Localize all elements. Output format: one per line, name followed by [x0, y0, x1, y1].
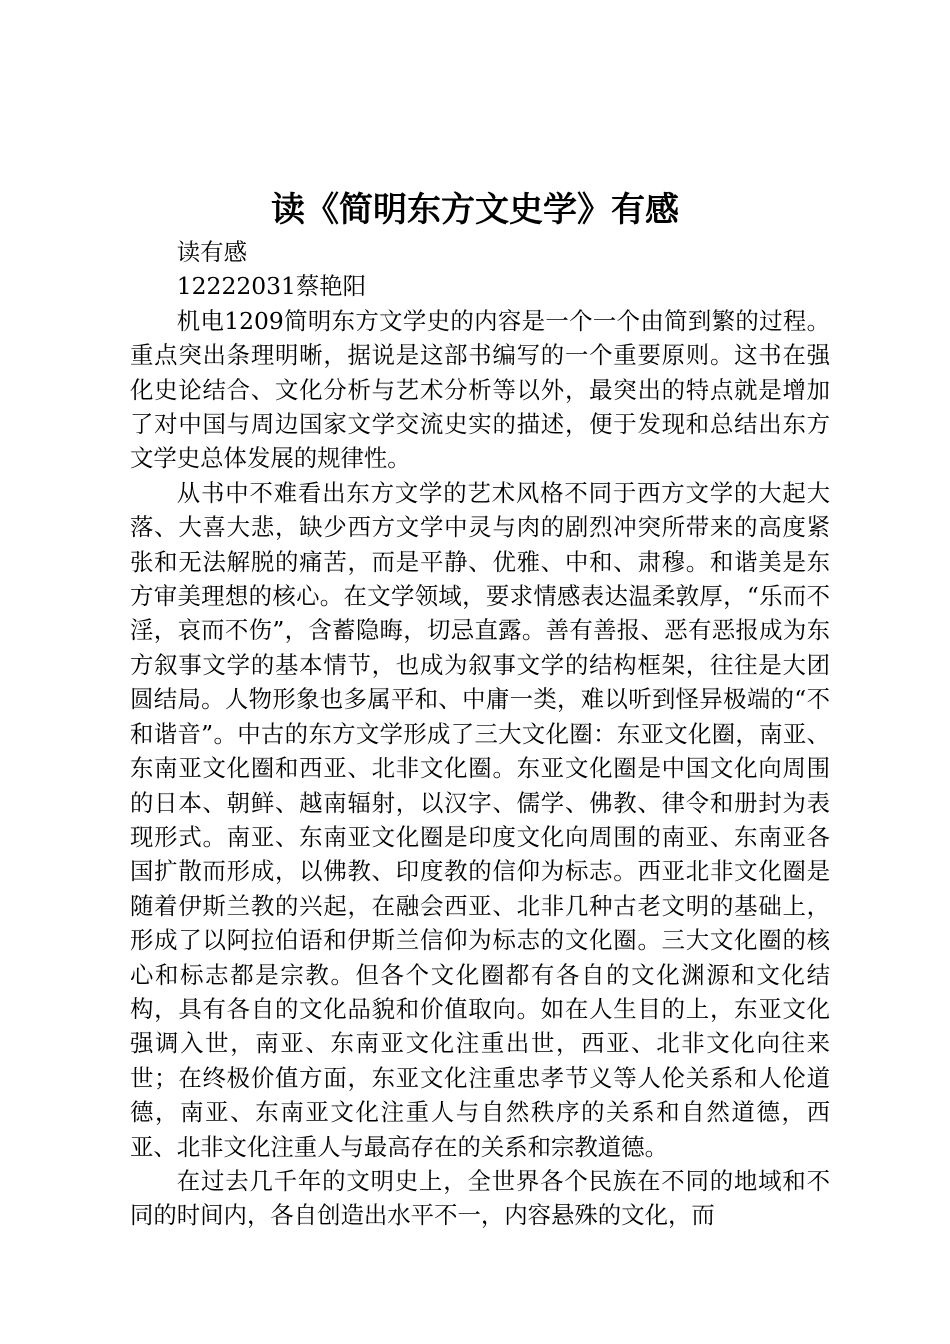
- paragraph-2: 从书中不难看出东方文学的艺术风格不同于西方文学的大起大落、大喜大悲，缺少西方文学中灵与肉的剧烈冲突所带来的高度紧张和无法解脱的痛苦，而是平静、优雅、中和、肃穆。和谐美是东方审美理想的核心。在文学领域，要求情感表达温柔敦厚，“乐而不淫，哀而不伤”，含蓄隐晦，切忌直露。善有善报、恶有恶报成为东方叙事文学的基本情节，也成为叙事文学的结构框架，往往是大团圆结局。人物形象也多属平和、中庸一类，难以听到怪异极端的“不和谐音”。中古的东方文学形成了三大文化圈：东亚文化圈，南亚、东南亚文化圈和西亚、北非文化圈。东亚文化圈是中国文化向周围的日本、朝鲜、越南辐射，以汉字、儒学、佛教、律令和册封为表现形式。南亚、东南亚文化圈是印度文化向周围的南亚、东南亚各国扩散而形成，以佛教、印度教的信仰为标志。西亚北非文化圈是随着伊斯兰教的兴起，在融会西亚、北非几种古老文明的基础上，形成了以阿拉伯语和伊斯兰信仰为标志的文化圈。三大文化圈的核心和标志都是宗教。但各个文化圈都有各自的文化渊源和文化结构，具有各自的文化品貌和价值取向。如在人生目的上，东亚文化强调入世，南亚、东南亚文化注重出世，西亚、北非文化向往来世；在终极价值方面，东亚文化注重忠孝节义等人伦关系和人伦道德，南亚、东南亚文化注重人与自然秩序的关系和自然道德，西亚、北非文化注重人与最高存在的关系和宗教道德。: [130, 478, 830, 1161]
- subtitle-line: 读有感: [176, 238, 247, 266]
- document-title: 读《简明东方文史学》有感: [271, 190, 679, 230]
- author-line: 12222031蔡艳阳: [176, 272, 367, 301]
- paragraph-1: 机电1209简明东方文学史的内容是一个一个由简到繁的过程。重点突出条理明晰，据说是这部书编写的一个重要原则。这书在强化史论结合、文化分析与艺术分析等以外，最突出的特点就是增加了对中国与周边国家文学交流史实的描述，便于发现和总结出东方文学史总体发展的规律性。: [130, 306, 830, 473]
- document-body: [130, 235, 830, 1233]
- paragraph-3: 在过去几千年的文明史上，全世界各个民族在不同的地域和不同的时间内，各自创造出水平不一，内容悬殊的文化，而: [130, 1166, 830, 1230]
